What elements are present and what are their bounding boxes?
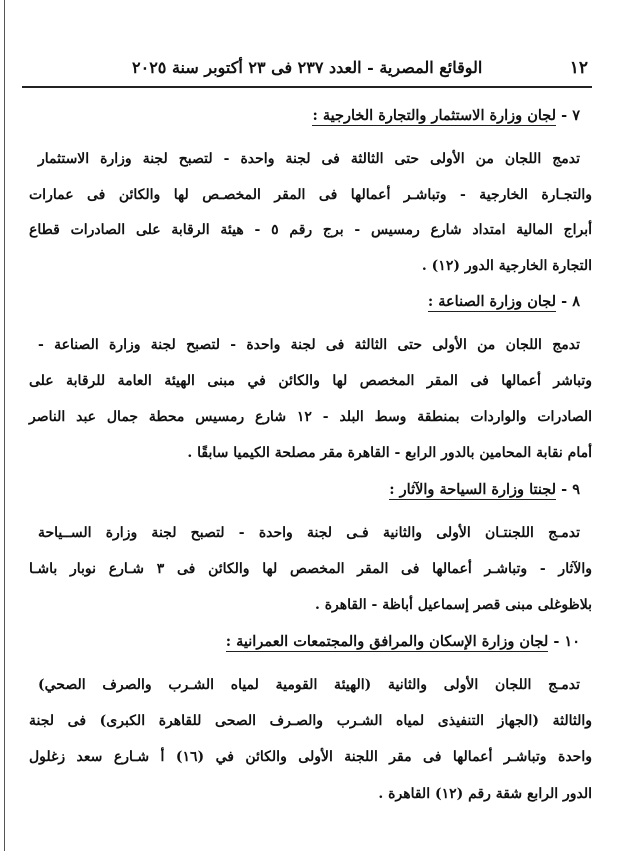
section-9-line-1: تدمـج اللجنتـان الأولى والثانية فـى لجنة واحدة - لتصبح لجنة وزارة الســياحة <box>38 525 580 541</box>
section-8-line-3: الصادرات والواردات بمنطقة وسط البلد - ١٢ شارع رمسيس محطة جمال عبد الناصر <box>29 409 592 425</box>
page-number: ١٢ <box>569 58 588 78</box>
section-9-line-2: والآثار - وتباشـر أعمالها فى المقر المخصص لها والكائن فى ٣ شـارع نوبار باشـا <box>29 561 592 577</box>
document-page <box>22 0 592 851</box>
section-8-number: ٨ - <box>561 293 580 310</box>
section-9-line-3: بلاظوغلى مبنى قصر إسماعيل أباظة - القاهرة . <box>314 597 592 613</box>
section-7-line-2: والتجـارة الخارجية - وتباشـر أعمالها فى المقر المخصـص لها والكائن فى عمارات <box>29 187 592 203</box>
section-10-line-3: واحدة وتباشـر أعمالها فى مقر اللجنة الأولى والكائن في (١٦) أ شـارع سعد زغلول <box>29 749 592 765</box>
section-8-line-4: أمام نقابة المحامين بالدور الرابع - القاهرة مقر مصلحة الكيميا سابقًا . <box>187 445 592 461</box>
section-10-line-2: والثالثة (الجهاز التنفيذى لمياه الشـرب والصـرف الصحى للقاهرة الكبرى) فى لجنة <box>29 713 592 729</box>
section-8-heading <box>428 293 580 310</box>
section-10-line-1: تدمـج اللجان الأولى والثانية (الهيئة القومية لمياه الشـرب والصرف الصحي) <box>38 677 580 693</box>
section-7-line-3: أبراج المالية امتداد شارع رمسيس - برج رقم ٥ - هيئة الرقابة على الصادرات قطاع <box>29 222 592 238</box>
section-8-line-1: تدمج اللجان من الأولى حتى الثالثة فى لجنة واحدة - لتصبح لجنة وزارة الصناعة - <box>38 337 580 353</box>
section-9-number: ٩ - <box>561 481 580 498</box>
section-9-heading <box>389 481 580 498</box>
section-10-heading <box>226 633 580 650</box>
page-edge-line <box>4 0 5 851</box>
section-8-title: لجان وزارة الصناعة : <box>427 293 557 310</box>
section-7-title: لجان وزارة الاستثمار والتجارة الخارجية : <box>312 107 557 124</box>
header-divider <box>22 86 592 88</box>
section-7-heading <box>312 107 580 124</box>
section-10-number: ١٠ - <box>553 633 580 650</box>
section-10-title: لجان وزارة الإسكان والمرافق والمجتمعات العمرانية : <box>225 633 549 650</box>
page-header <box>22 52 592 82</box>
section-10-line-4: الدور الرابع شقة رقم (١٢) القاهرة . <box>378 786 592 802</box>
section-9-title: لجنتا وزارة السياحة والآثار : <box>389 481 557 498</box>
gazette-header-title: الوقائع المصرية - العدد ٢٣٧ فى ٢٣ أكتوبر سنة ٢٠٢٥ <box>132 58 483 77</box>
section-7-line-4: التجارة الخارجية الدور (١٢) . <box>421 258 592 274</box>
section-7-line-1: تدمج اللجان من الأولى حتى الثالثة فى لجنة واحدة - لتصبح لجنة وزارة الاستثمار <box>38 151 580 167</box>
section-8-line-2: وتباشر أعمالها فى المقر المخصص لها والكائن في مبنى الهيئة العامة للرقابة على <box>29 373 592 389</box>
section-7-number: ٧ - <box>561 107 580 124</box>
